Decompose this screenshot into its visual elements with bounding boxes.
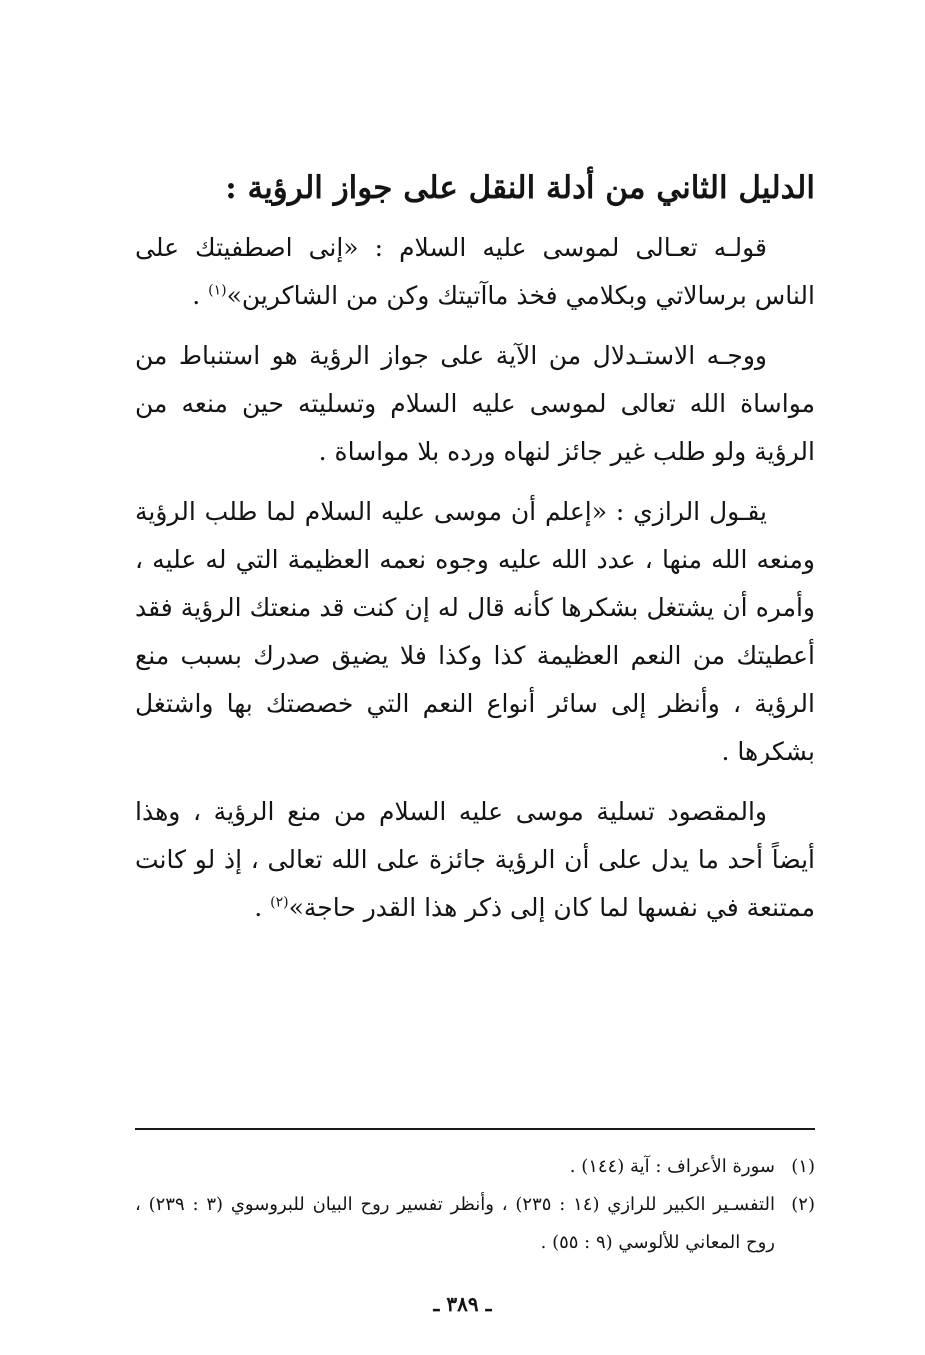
footnote-1 — [135, 1148, 815, 1186]
footnote-number: (١) — [791, 1156, 815, 1177]
paragraph-text: يقـول الرازي : «إعلم أن موسى عليه السلام لما طلب الرؤية ومنعه الله منها ، عدد الله عليه وجوه نعمه العظيمة التي له عليه ، وأمره أن يشتغل بشكرها كأنه قال له إن كنت قد منعتك الرؤية فقد أعطيتك من النعم العظيمة كذا وكذا فلا يضيق صدرك بسبب منع الرؤية ، وأنظر إلى سائر أنواع النعم التي خصصتك بها واشتغل بشكرها . — [135, 497, 815, 766]
footnote-number: (٢) — [791, 1194, 815, 1215]
main-text — [135, 160, 815, 944]
footnote-text: التفسـير الكبير للرازي (١٤ : ٢٣٥) ، وأنظر تفسير روح البيان للبروسوي (٣ : ٢٣٩) ، روح المعاني للألوسي (٩ : ٥٥) . — [135, 1194, 775, 1253]
paragraph-text: قولـه تعـالى لموسى عليه السلام : «إنى اصطفيتك على الناس برسالاتي وبكلامي فخذ ماآتيتك وكن من الشاكرين» — [135, 233, 815, 310]
section-heading: الدليل الثاني من أدلة النقل على جواز الرؤية : — [225, 170, 815, 206]
paragraph-quran-verse — [135, 224, 815, 320]
footnote-marker-2[interactable]: (٢) — [270, 894, 289, 911]
paragraph-inference — [135, 332, 815, 476]
footnote-2 — [135, 1186, 815, 1262]
footnotes — [135, 1148, 815, 1262]
page-number: ـ ٣٨٩ ـ — [433, 1292, 492, 1316]
paragraph-razi-quote — [135, 488, 815, 776]
paragraph-end: . — [254, 893, 271, 922]
paragraph-text: والمقصود تسلية موسى عليه السلام من منع الرؤية ، وهذا أيضاً أحد ما يدل على أن الرؤية جائزة على الله تعالى ، إذ لو كانت ممتنعة في نفسها لما كان إلى ذكر هذا القدر حاجة» — [135, 797, 815, 922]
paragraph-text: ووجـه الاستـدلال من الآية على جواز الرؤية هو استنباط من مواساة الله تعالى لموسى عليه السلام وتسليته حين منعه من الرؤية ولو طلب غير جائز لنهاه ورده بلا مواساة . — [135, 341, 815, 466]
paragraph-conclusion — [135, 788, 815, 932]
footnote-text: سورة الأعراف : آية (١٤٤) . — [569, 1156, 775, 1177]
paragraph-end: . — [192, 281, 209, 310]
footnote-divider — [135, 1128, 815, 1130]
footnote-marker-1[interactable]: (١) — [208, 282, 227, 299]
